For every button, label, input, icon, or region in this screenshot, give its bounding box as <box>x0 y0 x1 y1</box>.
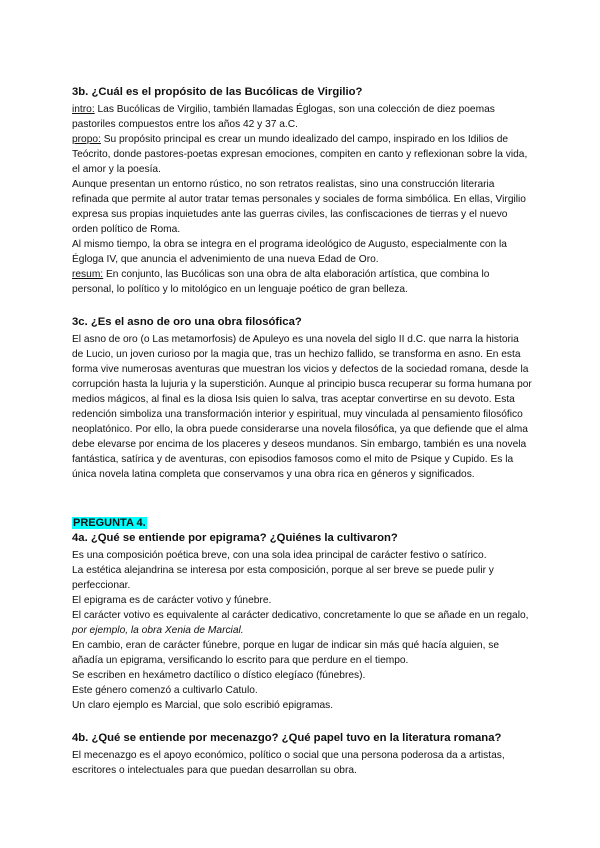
pregunta-4-label: PREGUNTA 4. <box>73 517 146 529</box>
section-4a-line-7: Este género comenzó a cultivarlo Catulo. <box>72 685 258 696</box>
section-4a-line-3: El epigrama es de carácter votivo y fúnebre. <box>72 595 272 606</box>
section-3b <box>72 85 532 297</box>
resum-paragraph <box>72 267 532 297</box>
propo-label: propo: <box>72 134 101 145</box>
section-4b <box>72 731 532 778</box>
section-3c <box>72 315 532 482</box>
section-4a-line-4-text: El carácter votivo es equivalente al carácter dedicativo, concretamente lo que se añade en un regalo, <box>72 610 529 621</box>
section-4b-body: El mecenazgo es el apoyo económico, político o social que una persona poderosa da a artistas, escritores o intelectuales para que puedan desarrollan su obra. <box>72 750 505 776</box>
resum-text: En conjunto, las Bucólicas son una obra de alta elaboración artística, que combina lo personal, lo político y lo mitológico en un lenguaje poético de gran belleza. <box>72 269 490 295</box>
paragraph-3b-3: Aunque presentan un entorno rústico, no son retratos realistas, sino una construcción literaria refinada que permite al autor tratar temas personales y sociales de forma simbólica. En ellas, Virgilio expresa sus propias inquietudes ante las guerras civiles, las confiscaciones de tierras y el nuevo orden político de Roma. <box>72 179 526 235</box>
section-4a-line-4 <box>72 608 532 638</box>
section-3b-heading: 3b. ¿Cuál es el propósito de las Bucólicas de Virgilio? <box>72 86 363 98</box>
intro-paragraph <box>72 102 532 132</box>
propo-text: Su propósito principal es crear un mundo idealizado del campo, inspirado en los Idilios de Teócrito, donde pastores-poetas expresan emociones, compiten en canto y reflexionan sobre la vida, el amor y la poesía. <box>72 134 528 175</box>
section-4a-line-1: Es una composición poética breve, con una sola idea principal de carácter festivo o satírico. <box>72 550 487 561</box>
spacer <box>72 500 532 514</box>
section-3c-body: El asno de oro (o Las metamorfosis) de Apuleyo es una novela del siglo II d.C. que narra la historia de Lucio, un joven curioso por la magia que, tras un hechizo fallido, se transforma en asno. En esta forma vive numerosas aventuras que muestran los vicios y defectos de la sociedad romana, desde la corrupción hasta la lujuria y la superstición. Aunque al principio busca recuperar su forma humana por medios mágicos, al final es la diosa Isis quien lo salva, tras aceptar convertirse en su devoto. Esta redención simboliza una transformación interior y espiritual, muy vinculada al pensamiento filosófico neoplatónico. Por ello, la obra puede considerarse una novela filosófica, ya que defiende que el alma debe elevarse por encima de los placeres y deseos mundanos. Sin embargo, también es una novela fantástica, satírica y de aventuras, con episodios famosos como el mito de Psique y Cupido. Es la única novela latina completa que conservamos y una obra rica en géneros y significados. <box>72 334 532 480</box>
pregunta-4-row <box>72 514 532 531</box>
section-4a-line-6: Se escriben en hexámetro dactílico o dístico elegíaco (fúnebres). <box>72 670 366 681</box>
paragraph-3b-4: Al mismo tiempo, la obra se integra en el programa ideológico de Augusto, especialmente con la Égloga IV, que anuncia el advenimiento de una nueva Edad de Oro. <box>72 239 507 265</box>
section-4a-line-5: En cambio, eran de carácter fúnebre, porque en lugar de indicar sin más qué hacía alguien, se añadía un epigrama, versificando lo escrito para que perdure en el tiempo. <box>72 640 500 666</box>
section-4a-line-4-example: por ejemplo, la obra Xenia de Marcial. <box>72 625 244 636</box>
document-body <box>72 85 532 796</box>
intro-label: intro: <box>72 104 95 115</box>
section-4a-line-2: La estética alejandrina se interesa por esta composición, porque al ser breve se puede pulir y perfeccionar. <box>72 565 494 591</box>
propo-paragraph <box>72 132 532 177</box>
section-4b-heading: 4b. ¿Qué se entiende por mecenazgo? ¿Qué papel tuvo en la literatura romana? <box>72 732 502 744</box>
section-4a <box>72 531 532 713</box>
section-4a-heading: 4a. ¿Qué se entiende por epigrama? ¿Quiénes la cultivaron? <box>72 532 398 544</box>
section-3c-heading: 3c. ¿Es el asno de oro una obra filosófica? <box>72 316 302 328</box>
section-4a-line-8: Un claro ejemplo es Marcial, que solo escribió epigramas. <box>72 700 334 711</box>
intro-text: Las Bucólicas de Virgilio, también llamadas Églogas, son una colección de diez poemas pastoriles compuestos entre los años 42 y 37 a.C. <box>72 104 495 130</box>
resum-label: resum: <box>72 269 104 280</box>
